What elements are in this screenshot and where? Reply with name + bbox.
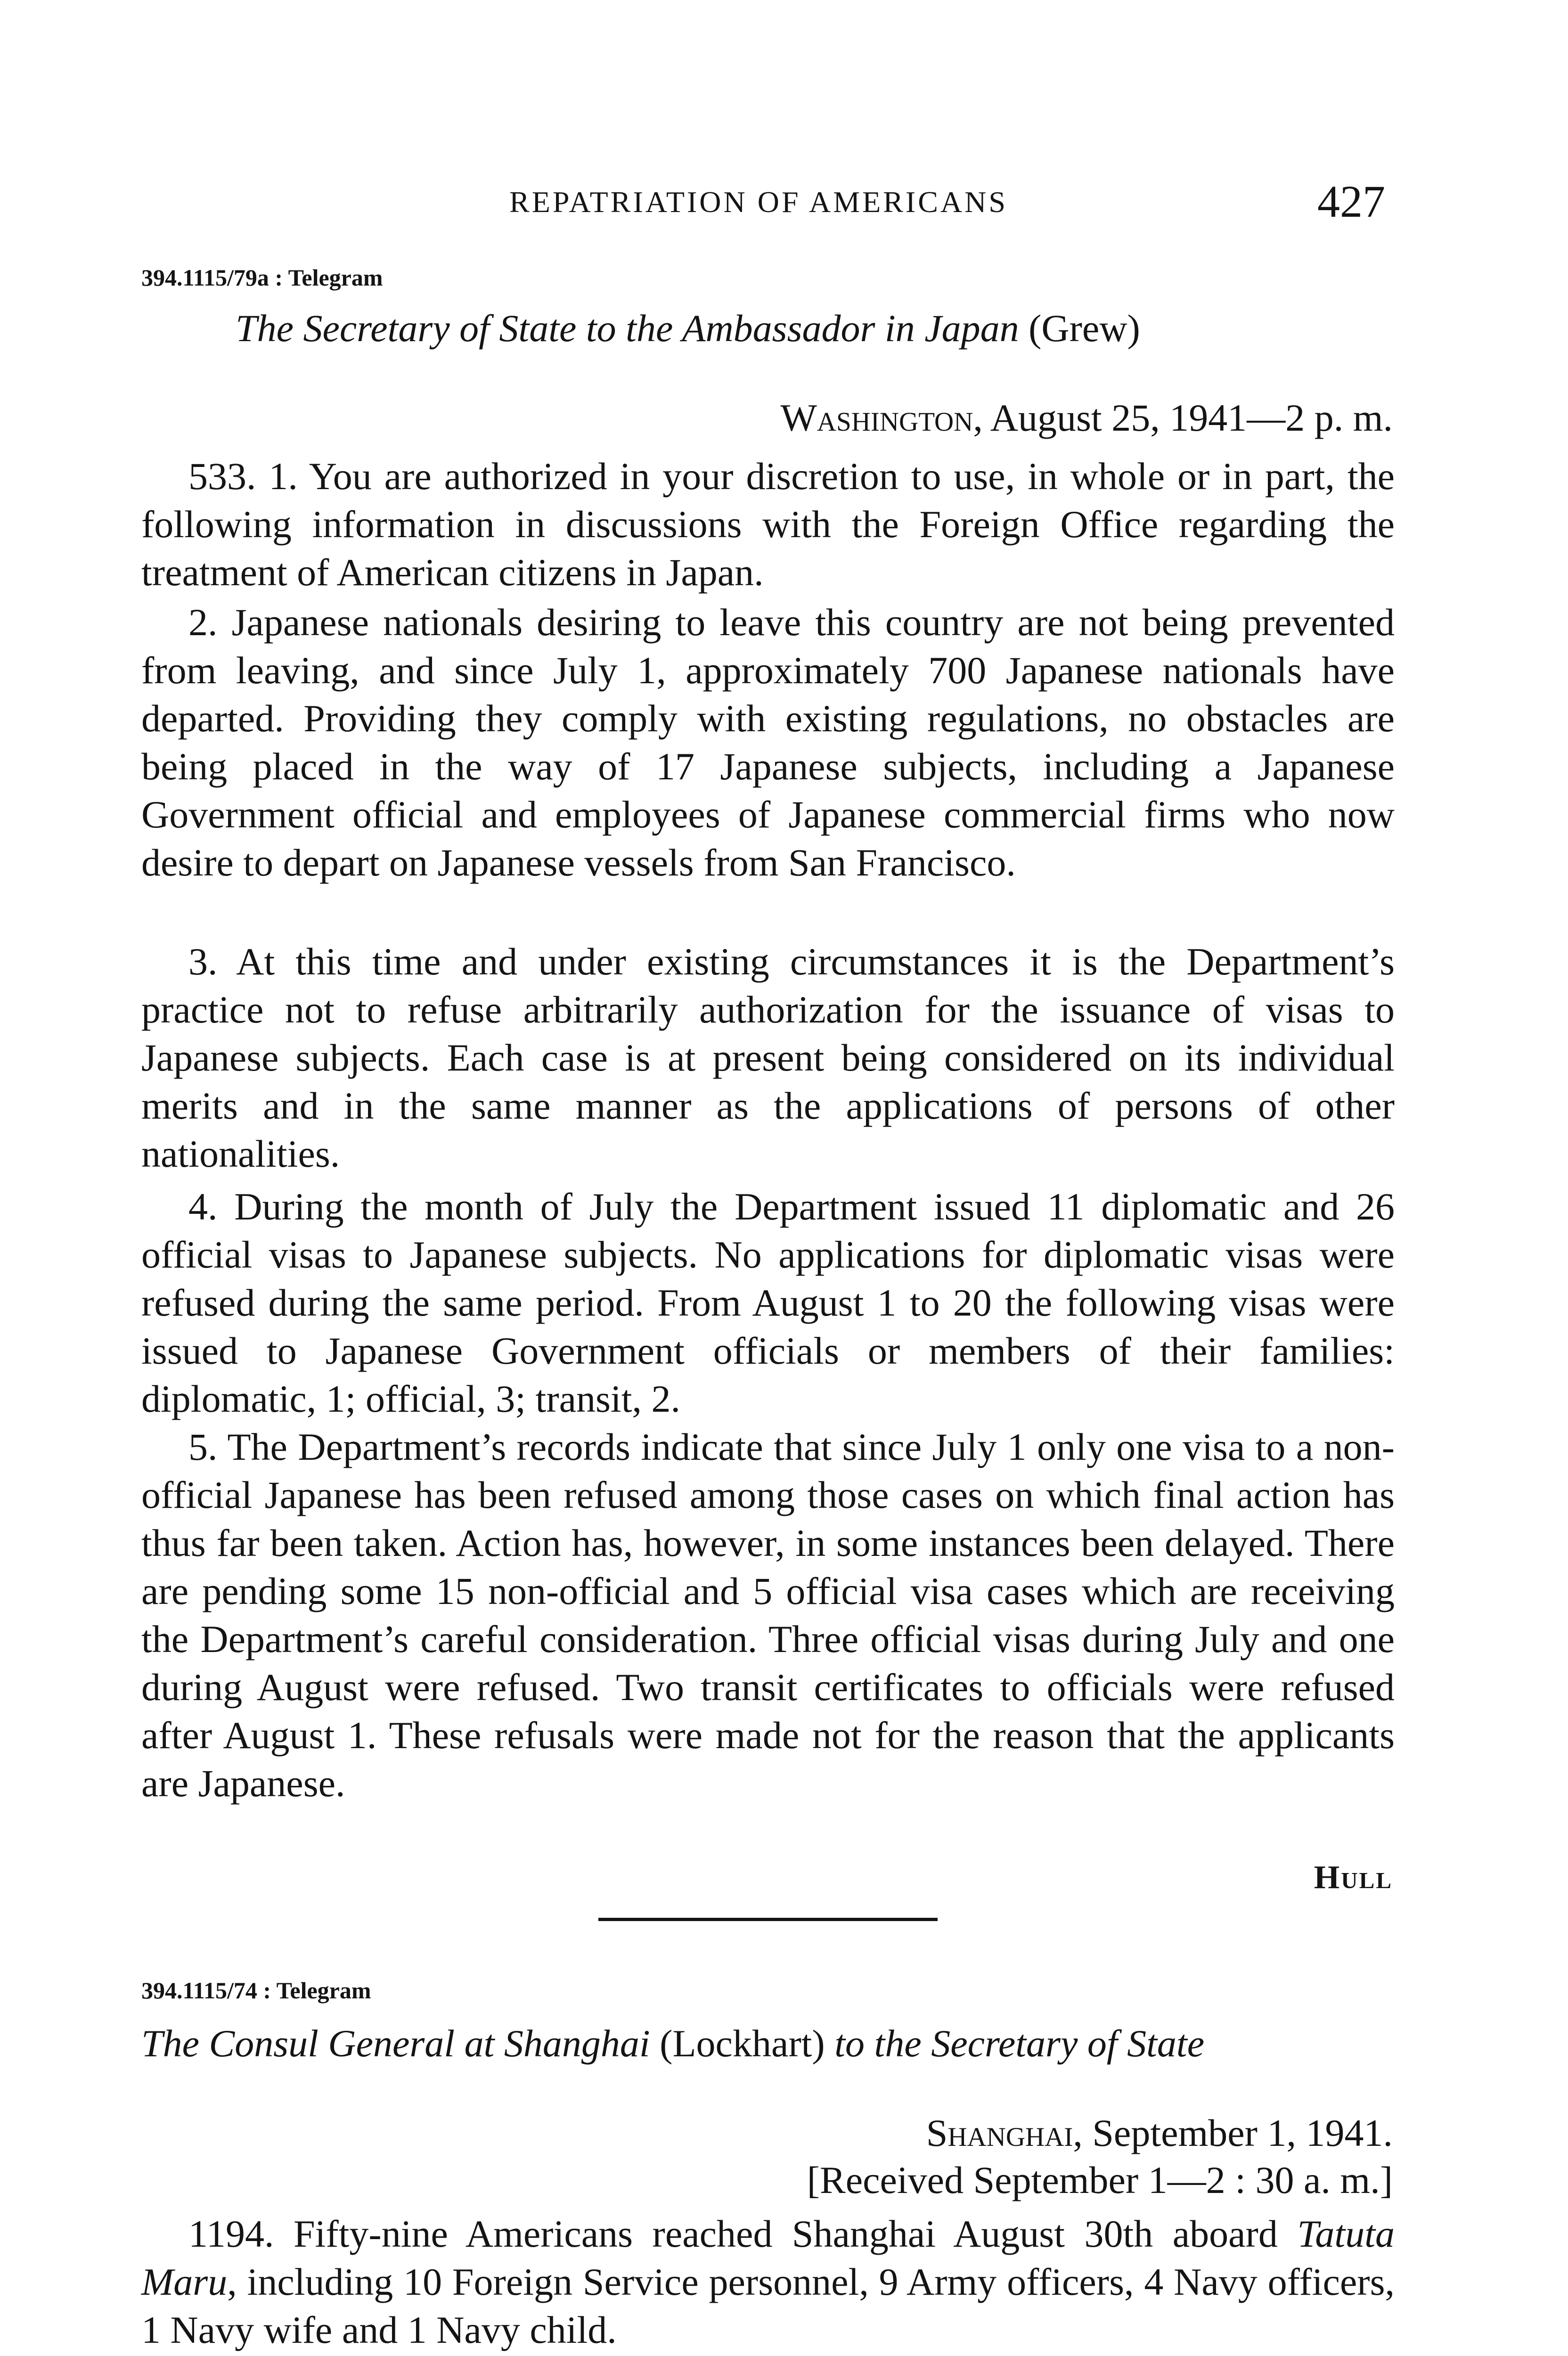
title-recipient: to the Secretary of State	[834, 2022, 1205, 2065]
paragraph-1: 533. 1. You are authorized in your discretion to use, in whole or in part, the following information in discussions with the Foreign Office regarding the treatment of American citizens in Japan.	[141, 455, 1395, 594]
paragraph-4: 4. During the month of July the Department issued 11 diplomatic and 26 official visas to Japanese subjects. No applications for diplomatic visas were refused during the same period. From August 1 to 20 the following visas were issued to Japanese Government officials or members of their families: diplomatic, 1; official, 3; transit, 2.	[141, 1185, 1395, 1420]
signature-1: Hull	[1314, 1859, 1393, 1896]
paragraph-7	[141, 2354, 1395, 2356]
paragraph-6-start: 1194. Fifty-nine Americans reached Shanghai August 30th aboard	[188, 2212, 1278, 2255]
title-paren: (Lockhart)	[660, 2022, 825, 2065]
dateline-place: Washington	[780, 396, 973, 439]
file-reference-2: 394.1115/74 : Telegram	[141, 1977, 371, 2004]
dateline-2	[926, 2111, 1393, 2155]
paragraph-6	[141, 2210, 1395, 2354]
dateline-place: Shanghai	[926, 2111, 1073, 2154]
dateline-1	[780, 396, 1393, 440]
file-reference-1: 394.1115/79a : Telegram	[141, 264, 383, 291]
section-divider	[598, 1918, 938, 1921]
title-paren: (Grew)	[1029, 307, 1140, 350]
dateline-date: , August 25, 1941—2 p. m.	[973, 396, 1393, 439]
running-head	[141, 175, 1385, 227]
dateline-date: , September 1, 1941.	[1073, 2111, 1393, 2154]
paragraph-3: 3. At this time and under existing circumstances it is the Department’s practice not to refuse arbitrarily authorization for the issuance of visas to Japanese subjects. Each case is at present being considered on its individual merits and in the same manner as the applications of persons of other nationalities.	[141, 940, 1395, 1175]
document-title-2	[141, 2021, 1204, 2066]
title-sender: The Consul General at Shanghai	[141, 2022, 650, 2065]
title-sender: The Secretary of State	[236, 307, 577, 350]
running-title: REPATRIATION OF AMERICANS	[509, 185, 1008, 219]
paragraph-5: 5. The Department’s records indicate that since July 1 only one visa to a non-official Japanese has been refused among those cases on which final action has thus far been taken. Action has, however, in some instances been delayed. There are pending some 15 non-official and 5 official visa cases which are receiving the Department’s careful consideration. Three official visas during July and one during August were refused. Two transit certificates to officials were refused after August 1. These refusals were made not for the reason that the applicants are Japanese.	[141, 1425, 1395, 1805]
title-recipient: to the Ambassador in Japan	[586, 307, 1019, 350]
document-title-1	[236, 306, 1140, 351]
page-number: 427	[1317, 176, 1385, 227]
paragraph-6-end: , including 10 Foreign Service personnel, 9 Army officers, 4 Navy officers, 1 Navy wife and 1 Navy child.	[141, 2260, 1395, 2351]
paragraph-2: 2. Japanese nationals desiring to leave this country are not being prevented from leaving, and since July 1, approximately 700 Japanese nationals have departed. Providing they comply with existing regulations, no obstacles are being placed in the way of 17 Japanese subjects, including a Japanese Government official and employees of Japanese commercial firms who now desire to depart on Japanese vessels from San Francisco.	[141, 601, 1395, 884]
received-line: [Received September 1—2 : 30 a. m.]	[807, 2159, 1393, 2201]
ship-name: Tatuta Maru	[141, 2212, 1395, 2303]
